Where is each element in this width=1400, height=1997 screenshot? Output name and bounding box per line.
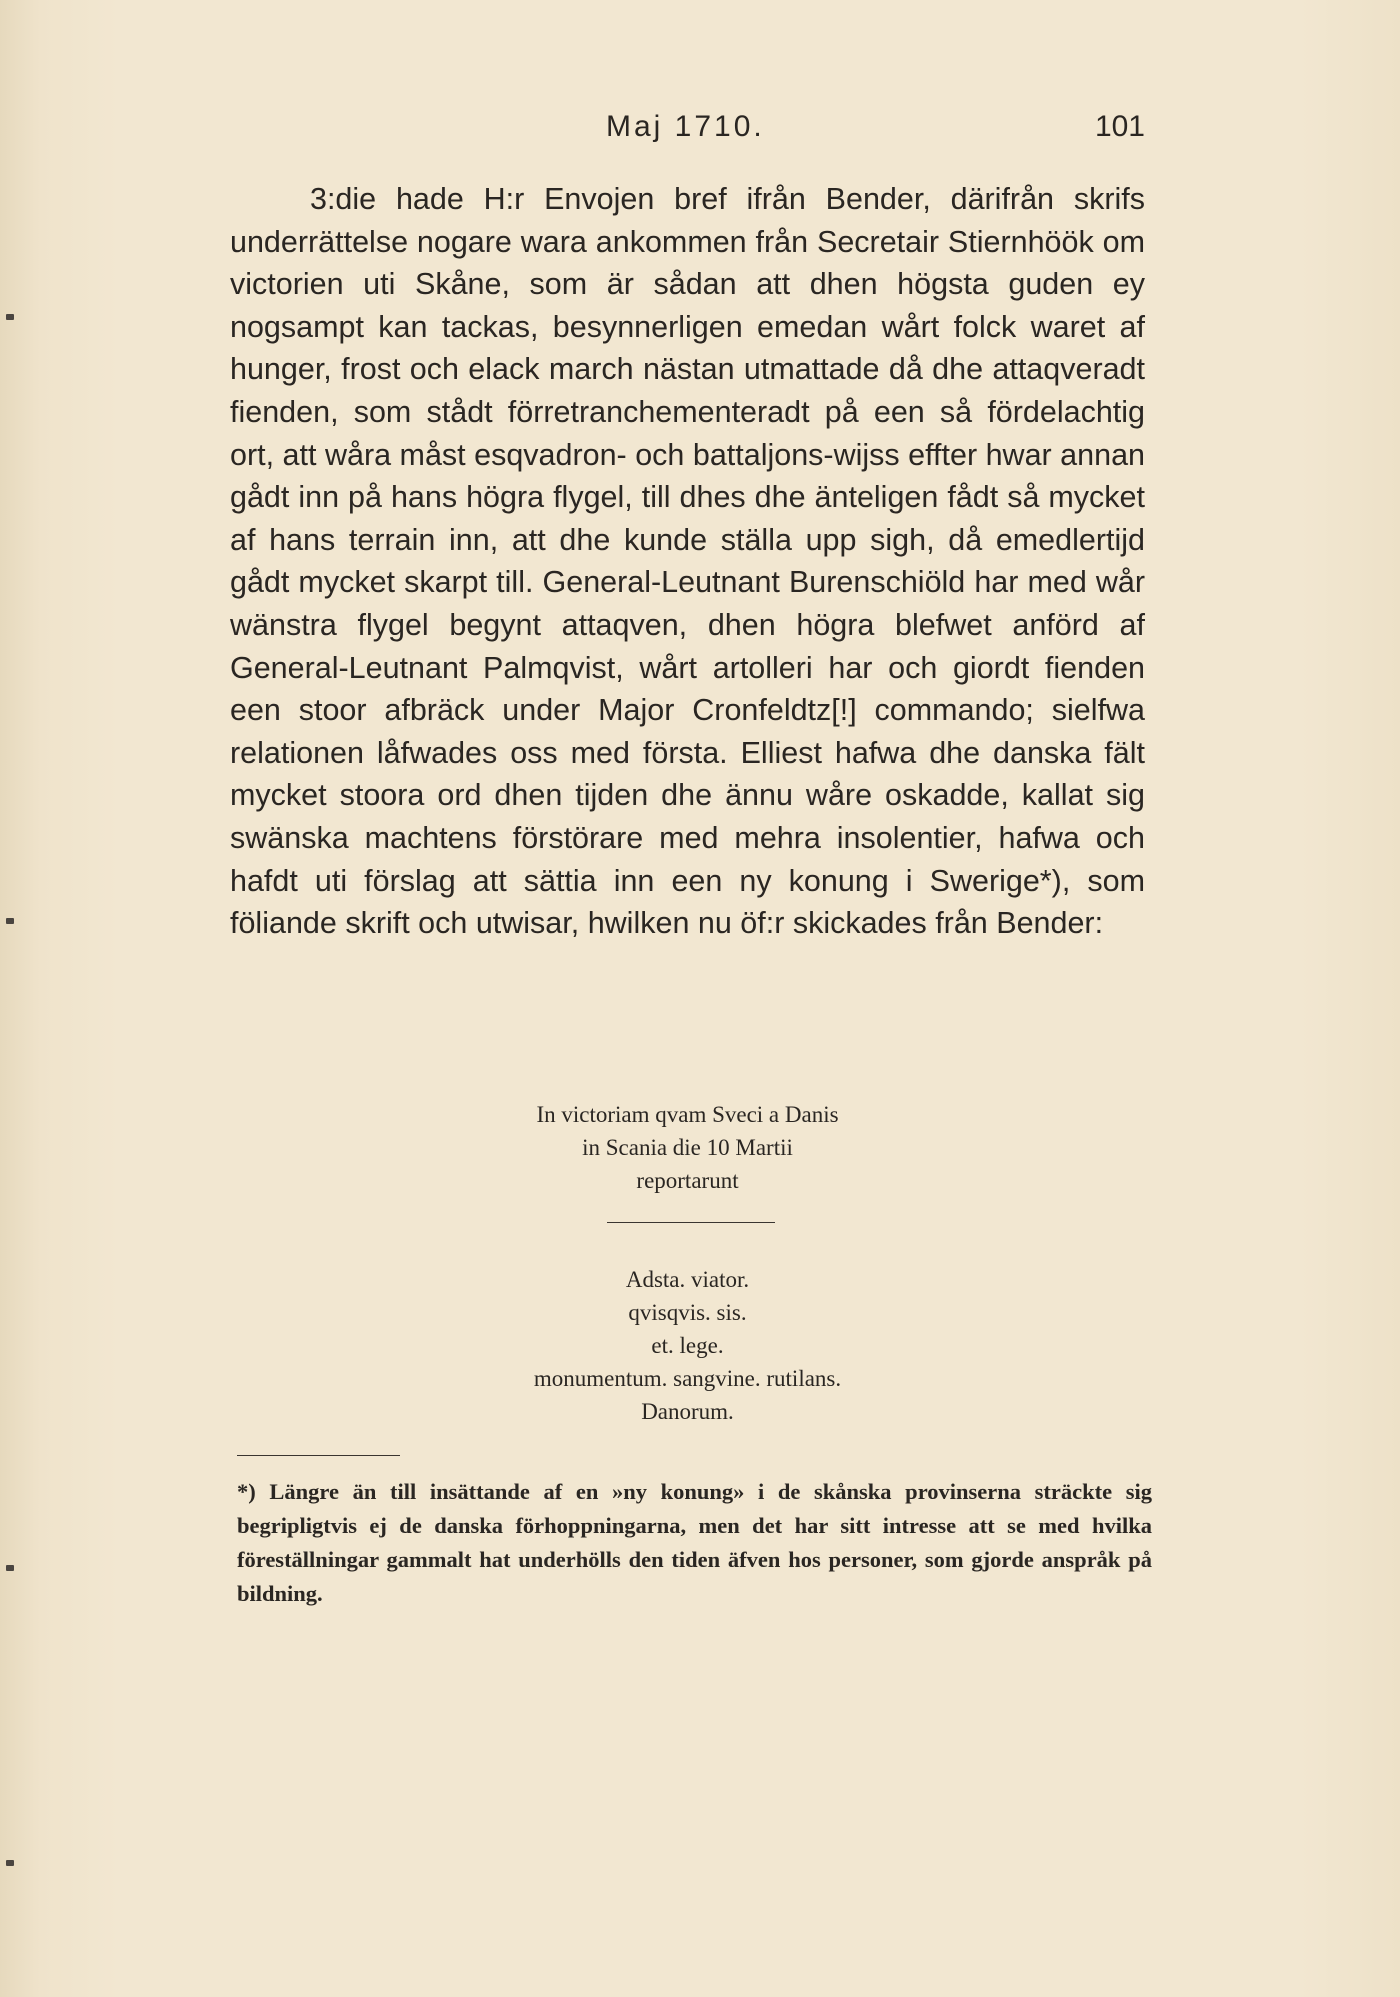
inscription-line: Adsta. viator.	[625, 1267, 750, 1292]
margin-mark	[6, 314, 14, 320]
inscription-heading-line: In victoriam qvam Sveci a Danis	[536, 1102, 839, 1127]
page-header	[230, 110, 1145, 150]
inscription-heading-line: reportarunt	[636, 1168, 739, 1193]
margin-mark	[6, 1565, 14, 1571]
footnote: *) Längre än till insättande af en »ny konung» i de skånska provinserna sträckte sig begripligtvis ej de danska förhoppningarna, men det har sitt intresse att se med hvilka föreställningar gammalt hat underhölls den tiden äfven hos personer, som gjorde anspråk på bildning.	[237, 1479, 1152, 1606]
inscription-heading-line: in Scania die 10 Martii	[582, 1135, 793, 1160]
inscription-heading	[230, 1098, 1145, 1197]
inscription-divider	[607, 1222, 775, 1223]
page-number: 101	[1094, 110, 1145, 143]
inscription-body	[230, 1263, 1145, 1428]
running-title: Maj 1710.	[606, 110, 765, 143]
margin-mark	[6, 1860, 14, 1866]
main-paragraph	[230, 178, 1145, 945]
inscription-line: qvisqvis. sis.	[628, 1300, 747, 1325]
inscription-line: monumentum. sangvine. rutilans.	[533, 1366, 842, 1391]
inscription-line: et. lege.	[651, 1333, 724, 1358]
margin-mark	[6, 918, 14, 924]
paragraph-text: 3:die hade H:r Envojen bref ifrån Bender, därifrån skrifs underrättelse nogare wara ankommen från Secretair Stiernhöök om victorien uti Skåne, som är sådan att dhen högsta guden ey nogsampt kan tackas, besynnerligen emedan wårt folck waret af hunger, frost och elack march nästan utmattade då dhe attaqveradt fienden, som stådt förretranchementeradt på een så fördelachtig ort, att wåra måst esqvadron- och battaljons-wijss effter hwar annan gådt inn på hans högra flygel, till dhes dhe änteligen fådt så mycket af hans terrain inn, att dhe kunde ställa upp sigh, då emedlertijd gådt mycket skarpt till. General-Leutnant Burenschiöld har med wår wänstra flygel begynt attaqven, dhen högra blefwet anförd af General-Leutnant Palmqvist, wårt artolleri har och giordt fienden een stoor afbräck under Major Cronfeldtz[!] commando; sielfwa relationen låfwades oss med första. Elliest hafwa dhe danska fält mycket stoora ord dhen tijden dhe ännu wåre oskadde, kallat sig swänska machtens förstörare med mehra insolentier, hafwa och hafdt uti förslag att sättia inn een ny konung i Swerige*), som föliande skrift och utwisar, hwilken nu öf:r skickades från Bender:	[230, 182, 1145, 941]
inscription-line: Danorum.	[641, 1399, 734, 1424]
footnote-divider	[237, 1455, 400, 1456]
